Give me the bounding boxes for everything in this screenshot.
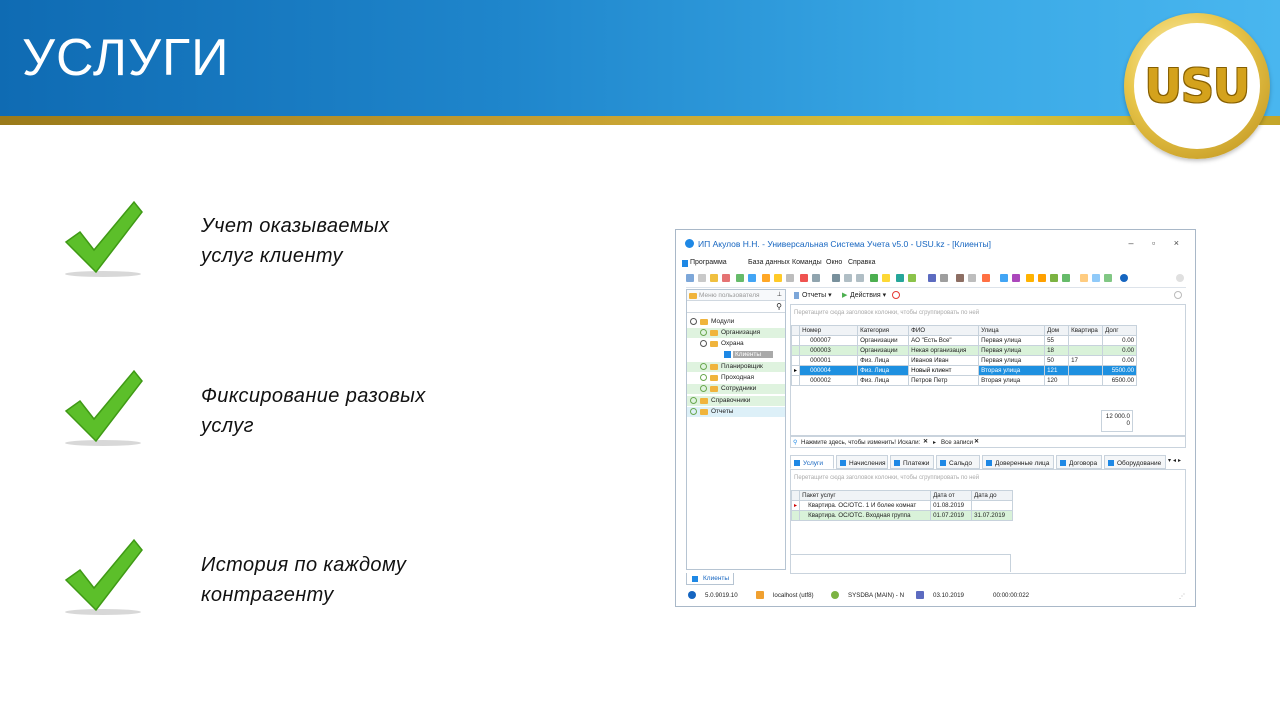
nav-item-label: Сотрудники xyxy=(721,385,757,392)
main-toolbar xyxy=(686,272,1186,286)
info-icon[interactable] xyxy=(1120,274,1128,282)
services-footer xyxy=(791,554,1011,572)
folder-icon xyxy=(700,409,708,415)
toolbar-camera-icon[interactable] xyxy=(1092,274,1100,282)
column-header[interactable]: Категория xyxy=(858,326,909,336)
toolbar-nav3-icon[interactable] xyxy=(856,274,864,282)
bullet-2 xyxy=(201,381,426,441)
toolbar-shield-icon[interactable] xyxy=(982,274,990,282)
expand-icon[interactable] xyxy=(700,329,707,336)
filter-bar[interactable] xyxy=(790,436,1186,448)
tab-label: Оборудование xyxy=(1117,460,1162,467)
toolbar-view-icon[interactable] xyxy=(812,274,820,282)
group-hint: Перетащите сюда заголовок колонки, чтобы сгруппировать по ней xyxy=(794,310,980,316)
expand-icon[interactable] xyxy=(700,374,707,381)
table-cell[interactable]: 18 xyxy=(1045,346,1069,356)
row-indicator xyxy=(792,356,800,366)
nav-item-organization[interactable] xyxy=(687,328,785,338)
tab-icon xyxy=(794,460,800,466)
table-cell[interactable]: 000004 xyxy=(800,366,858,376)
toolbar-separator xyxy=(686,287,1186,288)
toolbar-leaf-icon[interactable] xyxy=(1062,274,1070,282)
folder-icon xyxy=(710,330,718,336)
table-cell[interactable] xyxy=(1069,346,1103,356)
menu-commands[interactable]: Команды xyxy=(792,259,822,266)
actions-icon: ▶ xyxy=(842,292,848,299)
tab-services[interactable] xyxy=(790,455,834,469)
menu-database[interactable]: База данных xyxy=(748,259,790,266)
status-bar xyxy=(676,587,1195,605)
table-cell[interactable]: Организации xyxy=(858,336,909,346)
logo-text: USU xyxy=(1144,59,1250,113)
clients-grid xyxy=(790,304,1186,436)
group-hint: Перетащите сюда заголовок колонки, чтобы сгруппировать по ней xyxy=(794,475,980,481)
tab-icon xyxy=(840,460,846,466)
user-menu-panel xyxy=(686,289,786,570)
debt-total-value-2: 0 xyxy=(1126,420,1130,427)
folder-icon xyxy=(710,341,718,347)
tab-label: Услуги xyxy=(803,460,823,467)
nav-item-planner[interactable] xyxy=(687,362,785,372)
toolbar-nav2-icon[interactable] xyxy=(844,274,852,282)
tab-label: Платежи xyxy=(903,460,930,467)
table-row[interactable] xyxy=(792,501,1013,511)
column-header[interactable]: Номер xyxy=(800,326,858,336)
table-cell[interactable]: 000001 xyxy=(800,356,858,366)
search-icon[interactable]: ⚲ xyxy=(776,302,782,311)
toolbar-new-icon[interactable] xyxy=(686,274,694,282)
toolbar-clear-icon[interactable] xyxy=(786,274,794,282)
debt-total xyxy=(1101,410,1133,432)
app-window xyxy=(675,229,1196,607)
tab-scroll-icons[interactable]: ▾◂▸ xyxy=(1168,458,1184,464)
table-cell[interactable]: Физ. Лица xyxy=(858,356,909,366)
expand-icon[interactable] xyxy=(690,397,697,404)
table-cell[interactable]: Вторая улица xyxy=(979,366,1045,376)
toolbar-collapse-icon[interactable] xyxy=(1176,274,1184,282)
table-row[interactable] xyxy=(792,366,1137,376)
table-cell[interactable]: Квартира. ОС/ОТС. 1 И более комнат xyxy=(800,501,931,511)
table-cell[interactable]: 120 xyxy=(1045,376,1069,386)
expand-icon[interactable] xyxy=(690,408,697,415)
row-indicator xyxy=(792,336,800,346)
table-cell[interactable]: Физ. Лица xyxy=(858,376,909,386)
nav-item-label: Справочники xyxy=(711,397,751,404)
clients-table-header xyxy=(792,326,1137,336)
chevron-right-icon: ▸ xyxy=(933,439,937,446)
nav-item-label: Планировщик xyxy=(721,363,763,370)
folder-icon xyxy=(700,319,708,325)
toolbar-calendar-icon[interactable] xyxy=(1080,274,1088,282)
table-cell[interactable]: 31.07.2019 xyxy=(972,511,1013,521)
nav-item-label: Клиенты xyxy=(733,351,773,358)
reports-button[interactable]: Отчеты ▾ xyxy=(802,292,832,299)
services-table-body xyxy=(792,501,1013,521)
row-indicator xyxy=(792,376,800,386)
app-icon xyxy=(685,239,694,248)
status-user: SYSDBA (MAIN) - N xyxy=(848,592,905,599)
table-cell[interactable]: 17 xyxy=(1069,356,1103,366)
checkmark-icon xyxy=(58,369,148,449)
row-indicator: ▸ xyxy=(792,501,800,511)
debt-total-value: 12 000.0 xyxy=(1105,413,1130,420)
nav-item-modules[interactable] xyxy=(687,317,785,327)
nav-item-reports[interactable] xyxy=(687,407,785,417)
clients-table-body xyxy=(792,336,1137,386)
table-cell[interactable]: 0.00 xyxy=(1103,346,1137,356)
toolbar-filter-icon[interactable] xyxy=(762,274,770,282)
table-cell[interactable] xyxy=(972,501,1013,511)
folder-icon xyxy=(700,398,708,404)
folder-icon xyxy=(710,386,718,392)
toolbar-print-icon[interactable] xyxy=(940,274,948,282)
close-icon[interactable]: ✕ xyxy=(923,438,929,445)
tab-icon xyxy=(1060,460,1066,466)
logo-inner xyxy=(1134,23,1260,149)
table-cell[interactable]: Петров Петр xyxy=(909,376,979,386)
table-cell[interactable] xyxy=(1069,376,1103,386)
calendar-icon xyxy=(916,591,924,599)
folder-icon xyxy=(710,375,718,381)
nav-item-label: Модули xyxy=(711,318,735,325)
nav-item-directories[interactable] xyxy=(687,396,785,406)
toolbar-color-icon[interactable] xyxy=(1012,274,1020,282)
tab-label: Сальдо xyxy=(949,460,972,467)
nav-item-label: Проходная xyxy=(721,374,754,381)
nav-item-label: Организация xyxy=(721,329,761,336)
toolbar-copy-icon[interactable] xyxy=(698,274,706,282)
table-cell[interactable]: 000003 xyxy=(800,346,858,356)
toolbar-users-icon[interactable] xyxy=(1050,274,1058,282)
tab-label: Договора xyxy=(1069,460,1098,467)
table-cell[interactable]: Первая улица xyxy=(979,356,1045,366)
table-cell[interactable]: 50 xyxy=(1045,356,1069,366)
tab-icon xyxy=(692,576,698,582)
tab-trusted-persons[interactable] xyxy=(982,455,1054,469)
close-icon[interactable]: ✕ xyxy=(974,438,980,445)
services-grid xyxy=(790,469,1186,574)
table-cell[interactable]: 0.00 xyxy=(1103,356,1137,366)
toolbar-delete-icon[interactable] xyxy=(722,274,730,282)
all-records-label[interactable]: Все записи xyxy=(941,439,974,446)
toolbar-settings-icon[interactable] xyxy=(968,274,976,282)
tab-contracts[interactable] xyxy=(1056,455,1102,469)
collapse-icon[interactable] xyxy=(1174,291,1182,299)
toolbar-mail-icon[interactable] xyxy=(1026,274,1034,282)
column-header[interactable]: Дата от xyxy=(931,491,972,501)
toolbar-play-icon[interactable] xyxy=(1104,274,1112,282)
menu-app-icon xyxy=(682,260,688,267)
table-cell[interactable]: 6500.00 xyxy=(1103,376,1137,386)
column-header[interactable]: Дата до xyxy=(972,491,1013,501)
table-cell[interactable]: 121 xyxy=(1045,366,1069,376)
usu-logo xyxy=(1124,13,1270,159)
column-header[interactable]: Улица xyxy=(979,326,1045,336)
column-header[interactable]: Долг xyxy=(1103,326,1137,336)
bullet-1-line-2: услуг клиенту xyxy=(201,245,343,267)
collapse-icon[interactable] xyxy=(700,340,707,347)
gold-stripe xyxy=(0,116,1280,125)
toolbar-filter2-icon[interactable] xyxy=(774,274,782,282)
resize-grip-icon[interactable]: ⋰ xyxy=(1179,593,1186,600)
toolbar-globe-icon[interactable] xyxy=(1000,274,1008,282)
tab-payments[interactable] xyxy=(890,455,934,469)
row-indicator xyxy=(792,511,800,521)
user-menu-header xyxy=(687,290,785,301)
toolbar-edit-icon[interactable] xyxy=(710,274,718,282)
table-cell[interactable]: 01.07.2019 xyxy=(931,511,972,521)
tab-charges[interactable] xyxy=(836,455,888,469)
table-cell[interactable]: Вторая улица xyxy=(979,376,1045,386)
tab-icon xyxy=(940,460,946,466)
expand-icon[interactable] xyxy=(700,385,707,392)
window-controls[interactable]: – ▫ × xyxy=(1128,238,1187,248)
clients-table xyxy=(791,325,1137,386)
checkmark-icon xyxy=(58,538,148,618)
tab-equipment[interactable] xyxy=(1104,455,1166,469)
bullet-3-line-1: История по каждому xyxy=(201,554,407,576)
table-row[interactable] xyxy=(792,346,1137,356)
bullet-3 xyxy=(201,550,406,610)
toolbar-archive-icon[interactable] xyxy=(956,274,964,282)
collapse-icon[interactable] xyxy=(690,318,697,325)
bullet-2-line-1: Фиксирование разовых xyxy=(201,385,426,407)
bullet-3-line-2: контрагенту xyxy=(201,584,334,606)
folder-icon xyxy=(689,293,697,299)
slide-title: УСЛУГИ xyxy=(22,29,230,87)
toolbar-refresh-icon[interactable] xyxy=(736,274,744,282)
table-row[interactable] xyxy=(792,336,1137,346)
status-timer: 00:00:00:022 xyxy=(993,592,1030,599)
window-title: ИП Акулов Н.Н. - Универсальная Система Учета v5.0 - USU.kz - [Клиенты] xyxy=(698,239,991,249)
toolbar-sms-icon[interactable] xyxy=(1038,274,1046,282)
table-cell[interactable]: 000007 xyxy=(800,336,858,346)
reports-icon xyxy=(794,292,799,299)
table-row[interactable] xyxy=(792,511,1013,521)
tab-label: Начисления xyxy=(849,460,886,467)
column-header[interactable]: Дом xyxy=(1045,326,1069,336)
tab-icon xyxy=(894,460,900,466)
toolbar-search-icon[interactable] xyxy=(748,274,756,282)
user-icon xyxy=(831,591,839,599)
tab-label: Клиенты xyxy=(703,575,730,582)
table-cell[interactable] xyxy=(1069,366,1103,376)
table-cell[interactable]: Физ. Лица xyxy=(858,366,909,376)
toolbar-chart-icon[interactable] xyxy=(908,274,916,282)
toolbar-window-icon[interactable] xyxy=(928,274,936,282)
table-cell[interactable]: 01.08.2019 xyxy=(931,501,972,511)
table-cell[interactable]: Квартира. ОС/ОТС. Входная группа xyxy=(800,511,931,521)
table-cell[interactable]: 0.00 xyxy=(1103,336,1137,346)
nav-item-label: Отчеты xyxy=(711,408,734,415)
table-cell[interactable]: Новый клиент xyxy=(909,366,979,376)
column-header[interactable]: Квартира xyxy=(1069,326,1103,336)
bullet-1-line-1: Учет оказываемых xyxy=(201,215,390,237)
stop-icon[interactable] xyxy=(892,291,900,299)
status-date: 03.10.2019 xyxy=(933,592,964,599)
window-titlebar xyxy=(676,230,1195,256)
table-cell[interactable]: Организации xyxy=(858,346,909,356)
info-icon xyxy=(688,591,696,599)
nav-item-employees[interactable] xyxy=(687,384,785,394)
user-menu-placeholder: Меню пользователя xyxy=(699,292,760,299)
toolbar-report-icon[interactable] xyxy=(896,274,904,282)
table-cell[interactable]: 5500.00 xyxy=(1103,366,1137,376)
tab-clients-window[interactable] xyxy=(686,573,734,585)
nav-item-label: Охрана xyxy=(721,340,744,347)
search-icon: ⚲ xyxy=(793,439,798,446)
tab-label: Доверенные лица xyxy=(995,460,1050,467)
tab-icon xyxy=(1108,460,1114,466)
table-cell[interactable]: Первая улица xyxy=(979,346,1045,356)
nav-item-checkpoint[interactable] xyxy=(687,373,785,383)
checkmark-icon xyxy=(58,200,148,280)
module-icon xyxy=(724,351,731,358)
column-header[interactable]: Пакет услуг xyxy=(800,491,931,501)
row-indicator: ▸ xyxy=(792,366,800,376)
menu-window[interactable]: Окно xyxy=(826,259,843,266)
bullet-2-line-2: услуг xyxy=(201,415,254,437)
user-menu-search[interactable] xyxy=(687,301,785,313)
menu-help[interactable]: Справка xyxy=(848,259,876,266)
bullet-1 xyxy=(201,211,389,271)
status-version: 5.0.9019.10 xyxy=(705,592,738,599)
table-row[interactable] xyxy=(792,356,1137,366)
table-cell[interactable]: 55 xyxy=(1045,336,1069,346)
column-header[interactable]: ФИО xyxy=(909,326,979,336)
toolbar-export-icon[interactable] xyxy=(870,274,878,282)
actions-button[interactable]: Действия ▾ xyxy=(850,292,887,299)
nav-item-security[interactable] xyxy=(687,339,785,349)
table-cell[interactable]: 000002 xyxy=(800,376,858,386)
table-cell[interactable]: Иванов Иван xyxy=(909,356,979,366)
database-icon xyxy=(756,591,764,599)
nav-item-clients[interactable] xyxy=(687,350,785,360)
grid-toolbar xyxy=(790,289,1186,302)
table-cell[interactable]: Некая организация xyxy=(909,346,979,356)
row-indicator xyxy=(792,346,800,356)
folder-icon xyxy=(710,364,718,370)
services-table xyxy=(791,490,1013,521)
table-cell[interactable] xyxy=(1069,336,1103,346)
toolbar-note-icon[interactable] xyxy=(882,274,890,282)
toolbar-flag-icon[interactable] xyxy=(800,274,808,282)
detail-tabs xyxy=(790,455,1186,469)
table-cell[interactable]: АО "Есть Все" xyxy=(909,336,979,346)
table-row[interactable] xyxy=(792,376,1137,386)
table-cell[interactable]: Первая улица xyxy=(979,336,1045,346)
services-table-header xyxy=(792,491,1013,501)
menu-bar xyxy=(676,257,1195,270)
row-indicator-header xyxy=(792,491,800,501)
pin-icon[interactable]: ⊥ xyxy=(776,292,782,298)
toolbar-nav-icon[interactable] xyxy=(832,274,840,282)
status-server: localhost (utf8) xyxy=(773,592,814,599)
tab-balance[interactable] xyxy=(936,455,980,469)
row-indicator-header xyxy=(792,326,800,336)
tab-icon xyxy=(986,460,992,466)
filter-text[interactable]: Нажмите здесь, чтобы изменить! Искали: xyxy=(801,439,921,446)
expand-icon[interactable] xyxy=(700,363,707,370)
menu-program[interactable]: Программа xyxy=(690,259,727,266)
